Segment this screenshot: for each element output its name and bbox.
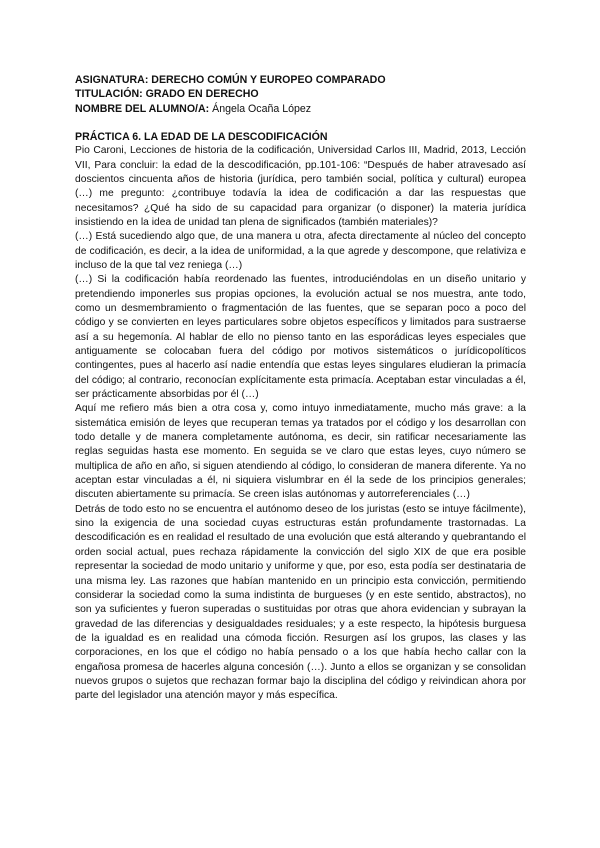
student-heading	[75, 102, 526, 116]
student-label: NOMBRE DEL ALUMNO/A:	[75, 102, 210, 115]
subject-heading	[75, 73, 526, 87]
paragraph-autonomous-laws: Aquí me refiero más bien a otra cosa y, como intuyo inmediatamente, mucho más grave: a la sistemática emisión de leyes que recuperan temas ya tratados por el código y los desarrollan con todo detalle y de manera completamente autónoma, es decir, sin ratificar necesariamente las reglas seguidas hasta ese momento. En seguida se ve claro que estas leyes, cuyo número se multiplica de año en año, si siguen atendiendo al código, lo consideran de manera diferente. Ya no aceptan estar vinculadas a él, ni siquiera vislumbrar en él la sede de los principios generales; discuten abiertamente su primacía. Se creen islas autónomas y autorreferenciales (…)	[75, 403, 526, 501]
paragraph-society: Detrás de todo esto no se encuentra el autónomo deseo de los juristas (esto se intuye fácilmente), sino la exigencia de una sociedad cuyas estructuras están profundamente trastornadas. La descodificación es en realidad el resultado de una evolución que está alterando y quebrantando el orden social actual, pues rechaza rápidamente la convicción del siglo XIX de que era posible representar la sociedad de modo unitario y uniforme y que, por eso, esta podía ser destinataria de una misma ley. Las razones que habían mantenido en un principio esta convicción, permitiendo considerar la sociedad como la suma indistinta de burgueses (y en este sentido, abstractos), no son ya suficientes y fueron superadas o sustituidas por otras que ahora evidencian y subrayan la gravedad de las diferencias y desigualdades residuales; y a este respecto, la hipótesis burguesa de la igualdad es en realidad una cómoda ficción. Resurgen así los grupos, las clases y las corporaciones, en los que el código no había pensado o a los que había hecho callar con la engañosa promesa de hacerles alguna concesión (…). Junto a ellos se organizan y se consolidan nuevos grupos o sujetos que rechazan formar bajo la disciplina del código y reivindican ahora por parte del legislador una atención mayor y más específica.	[75, 503, 526, 702]
paragraph-fragmentation: (…) Si la codificación había reordenado las fuentes, introduciéndolas en un diseño unitario y pretendiendo imponerles sus propias opciones, la evolución actual se nos muestra, ante todo, como un desmembramiento o fragmentación de las fuentes, que se separan poco a poco del código y se convierten en leyes particulares sobre objetos específicos y limitados para sustraerse así a su hegemonía. Al hablar de ello no pienso tanto en las esporádicas leyes especiales que antiguamente se colocaban fuera del código por motivos sistemáticos o jurídicopolíticos contingentes, pues al hacerlo así nadie entendía que estas leyes singulares eludieran la primacía del código; al contrario, reconocían explícitamente esta primacía. Aceptaban estar vinculadas a él, ser prácticamente absorbidas por él (…)	[75, 274, 526, 401]
practice-title: PRÁCTICA 6. LA EDAD DE LA DESCODIFICACIÓN	[75, 130, 328, 143]
paragraph-uniformity: (…) Está sucediendo algo que, de una manera u otra, afecta directamente al núcleo del concepto de codificación, es decir, a la idea de uniformidad, a la que agrede y descompone, que relativiza e incluso de la que tal vez reniega (…)	[75, 231, 526, 271]
practice-body	[75, 144, 526, 703]
paragraph-citation: Pio Caroni, Lecciones de historia de la codificación, Universidad Carlos III, Madrid, 2013, Lección VII, Para concluir: la edad de la descodificación, pp.101-106: “Después de haber atravesado así doscientos cincuenta años de historia (jurídica, pero también social, política y cultural) europea (…) me pregunto: ¿contribuye todavía la idea de codificación a dar las respuestas que necesitamos? ¿Qué ha sido de su capacidad para organizar (o disponer) la materia jurídica insistiendo en la idea de unidad tan plena de significados (también materiales)?	[75, 145, 526, 228]
degree-label: TITULACIÓN: GRADO EN DERECHO	[75, 88, 259, 101]
student-name: Ángela Ocaña López	[209, 102, 312, 115]
degree-heading	[75, 87, 526, 101]
subject-label: ASIGNATURA: DERECHO COMÚN Y EUROPEO COMPARADO	[75, 74, 386, 86]
